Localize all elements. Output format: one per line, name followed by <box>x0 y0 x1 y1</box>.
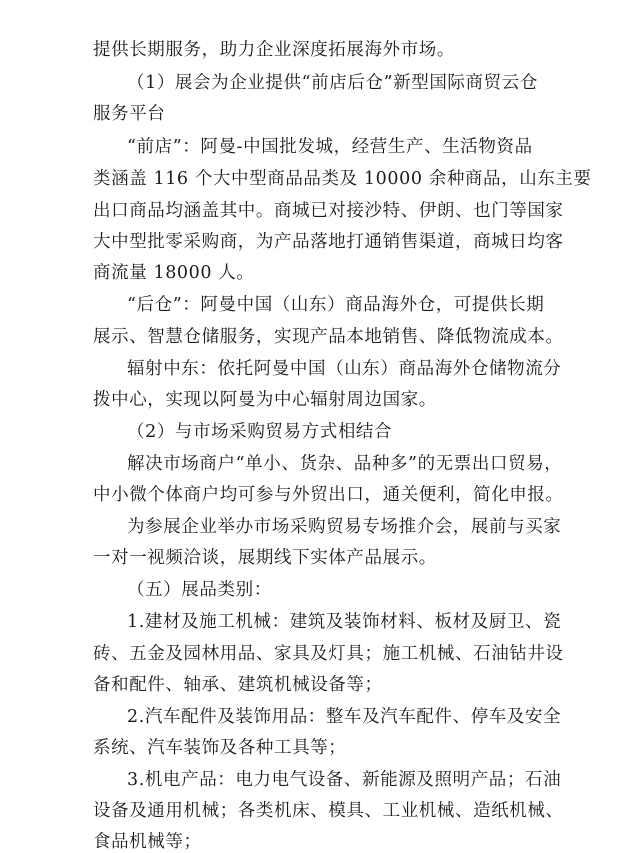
text-line: 大中型批零采购商，为产品落地打通销售渠道，商城日均客 <box>93 232 564 252</box>
text-line: 辐射中东：依托阿曼中国（山东）商品海外仓储物流分 <box>127 359 562 379</box>
text-line: 设备及通用机械；各类机床、模具、工业机械、造纸机械、 <box>93 801 564 821</box>
text-line: 拨中心，实现以阿曼为中心辐射周边国家。 <box>93 390 437 410</box>
section-heading-2: （2）与市场采购贸易方式相结合 <box>127 422 393 442</box>
text-line: 食品机械等； <box>93 832 202 852</box>
text-line: 中小微个体商户均可参与外贸出口，通关便利，简化申报。 <box>93 485 564 505</box>
text-line: 商流量 18000 人。 <box>93 263 255 283</box>
text-line: 解决市场商户“单小、货杂、品种多”的无票出口贸易， <box>127 454 563 474</box>
list-item: 1.建材及施工机械：建筑及装饰材料、板材及厨卫、瓷 <box>127 612 562 632</box>
text-line: 一对一视频洽谈，展期线下实体产品展示。 <box>93 548 437 568</box>
text-line: 为参展企业举办市场采购贸易专场推介会，展前与买家 <box>127 517 562 537</box>
list-item: 2.汽车配件及装饰用品：整车及汽车配件、停车及安全 <box>127 707 562 727</box>
text-line: 出口商品均涵盖其中。商城已对接沙特、伊朗、也门等国家 <box>93 201 564 221</box>
text-line: 服务平台 <box>93 104 166 124</box>
section-heading-exhibit-categories: （五）展品类别： <box>127 580 272 600</box>
text-line: 提供长期服务，助力企业深度拓展海外市场。 <box>93 40 455 60</box>
list-item: 3.机电产品：电力电气设备、新能源及照明产品；石油 <box>127 770 562 790</box>
text-line: 砖、五金及园林用品、家具及灯具；施工机械、石油钻井设 <box>93 644 564 664</box>
text-line: 备和配件、轴承、建筑机械设备等； <box>93 675 383 695</box>
text-line: 系统、汽车装饰及各种工具等； <box>93 738 347 758</box>
text-line: 类涵盖 116 个大中型商品品类及 10000 余种商品，山东主要 <box>93 169 592 189</box>
section-heading-1: （1）展会为企业提供“前店后仓”新型国际商贸云仓 <box>127 73 538 93</box>
text-line: “前店”：阿曼-中国批发城，经营生产、生活物资品 <box>127 137 533 157</box>
text-line: 展示、智慧仓储服务，实现产品本地销售、降低物流成本。 <box>93 327 564 347</box>
text-line: “后仓”：阿曼中国（山东）商品海外仓，可提供长期 <box>127 295 545 315</box>
